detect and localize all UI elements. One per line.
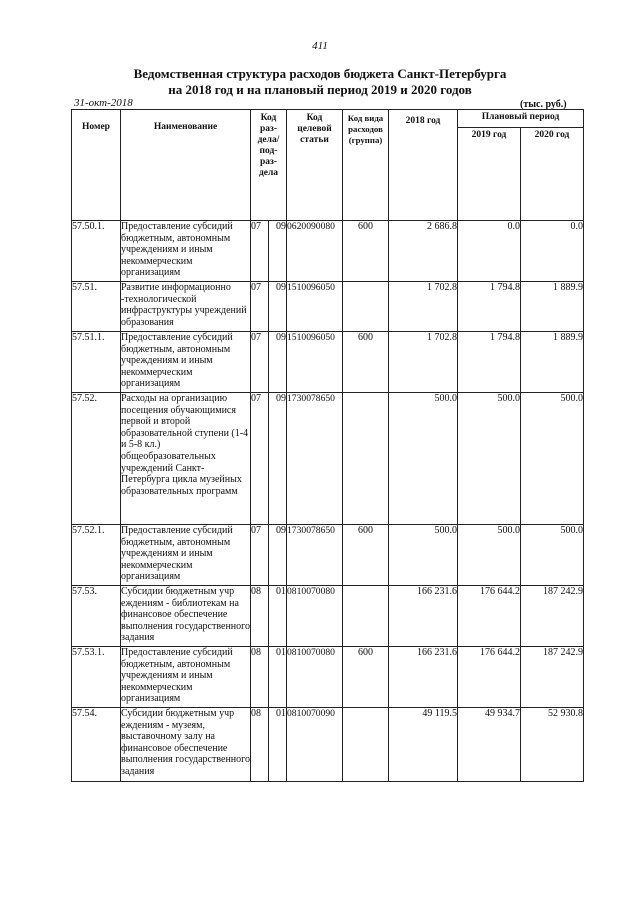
row-kind: [343, 586, 389, 647]
row-2018: 500.0: [389, 525, 458, 586]
row-2020: 52 930.8: [521, 708, 584, 782]
row-2018: 166 231.6: [389, 586, 458, 647]
row-subsection: 09: [269, 393, 287, 525]
row-kind: 600: [343, 332, 389, 393]
row-section: 07: [251, 525, 269, 586]
row-subsection: 01: [269, 586, 287, 647]
row-2020: 187 242.9: [521, 647, 584, 708]
row-2018: 166 231.6: [389, 647, 458, 708]
row-2020: 1 889.9: [521, 282, 584, 332]
table-row: [72, 525, 584, 586]
row-2019: 1 794.8: [458, 332, 521, 393]
row-2018: 1 702.8: [389, 332, 458, 393]
row-kind: [343, 708, 389, 782]
row-2019: 176 644.2: [458, 647, 521, 708]
units-label: (тыс. руб.): [520, 99, 567, 110]
header-planned-period: Плановый период: [458, 110, 584, 128]
row-2020: 0.0: [521, 221, 584, 282]
document-date: 31-окт-2018: [74, 97, 133, 109]
row-name: Предоставление субсидий бюджетным, автономным учреждениям и иным некоммерческим организациям: [121, 332, 251, 393]
table-row: [72, 647, 584, 708]
header-2018: 2018 год: [389, 110, 458, 221]
row-2019: 500.0: [458, 393, 521, 525]
row-section: 07: [251, 221, 269, 282]
row-section: 07: [251, 282, 269, 332]
row-target: 1730078650: [287, 525, 343, 586]
row-2019: 176 644.2: [458, 586, 521, 647]
row-number: 57.52.1.: [72, 525, 121, 586]
row-subsection: 01: [269, 647, 287, 708]
row-kind: 600: [343, 221, 389, 282]
row-subsection: 09: [269, 525, 287, 586]
row-target: 0810070080: [287, 586, 343, 647]
row-section: 08: [251, 708, 269, 782]
header-name: Наименование: [121, 110, 251, 221]
row-number: 57.54.: [72, 708, 121, 782]
row-name: Предоставление субсидий бюджетным, автономным учреждениям и иным некоммерческим организациям: [121, 525, 251, 586]
row-number: 57.53.1.: [72, 647, 121, 708]
header-row-1: [72, 110, 584, 128]
row-name: Предоставление субсидий бюджетным, автономным учреждениям и иным некоммерческим организациям: [121, 221, 251, 282]
row-subsection: 01: [269, 708, 287, 782]
row-2019: 500.0: [458, 525, 521, 586]
page-number: 411: [312, 40, 328, 52]
row-section: 08: [251, 586, 269, 647]
row-number: 57.52.: [72, 393, 121, 525]
title-line-2: на 2018 год и на плановый период 2019 и 2020 годов: [168, 82, 472, 97]
table-row: [72, 221, 584, 282]
table-row: [72, 282, 584, 332]
header-section-code: Код раз- дела/ под- раз- дела: [251, 110, 287, 221]
table-row: [72, 586, 584, 647]
row-number: 57.51.1.: [72, 332, 121, 393]
row-kind: 600: [343, 525, 389, 586]
row-name: Субсидии бюджетным учр еждениям - музеям, выставочному залу на финансовое обеспечение выполнения государственного задания: [121, 708, 251, 782]
row-2020: 500.0: [521, 525, 584, 586]
row-kind: [343, 393, 389, 525]
row-name: Развитие информационно -технологической инфраструктуры учреждений образования: [121, 282, 251, 332]
row-target: 0810070090: [287, 708, 343, 782]
row-target: 1510096050: [287, 332, 343, 393]
row-2019: 1 794.8: [458, 282, 521, 332]
row-number: 57.53.: [72, 586, 121, 647]
table-row: [72, 708, 584, 782]
row-target: 1510096050: [287, 282, 343, 332]
header-2019: 2019 год: [458, 128, 521, 221]
row-subsection: 09: [269, 221, 287, 282]
budget-table: [71, 109, 584, 782]
row-2020: 500.0: [521, 393, 584, 525]
header-2020: 2020 год: [521, 128, 584, 221]
row-section: 07: [251, 332, 269, 393]
row-name: Предоставление субсидий бюджетным, автономным учреждениям и иным некоммерческим организациям: [121, 647, 251, 708]
row-section: 08: [251, 647, 269, 708]
row-subsection: 09: [269, 282, 287, 332]
document-title: [0, 66, 640, 98]
row-number: 57.51.: [72, 282, 121, 332]
row-subsection: 09: [269, 332, 287, 393]
row-2019: 49 934.7: [458, 708, 521, 782]
row-2018: 49 119.5: [389, 708, 458, 782]
row-kind: [343, 282, 389, 332]
row-number: 57.50.1.: [72, 221, 121, 282]
row-2019: 0.0: [458, 221, 521, 282]
row-target: 0620090080: [287, 221, 343, 282]
row-name: Расходы на организацию посещения обучающимися первой и второй образовательной ступени (1-4 и 5-8 кл.) общеобразовательных учреждений Санкт-Петербурга цикла музейных образовательных программ: [121, 393, 251, 525]
row-2020: 187 242.9: [521, 586, 584, 647]
row-section: 07: [251, 393, 269, 525]
row-target: 0810070080: [287, 647, 343, 708]
table-row: [72, 332, 584, 393]
row-2020: 1 889.9: [521, 332, 584, 393]
row-kind: 600: [343, 647, 389, 708]
header-kind-code: Код вида расходов (группа): [343, 110, 389, 221]
header-target-code: Код целевой статьи: [287, 110, 343, 221]
row-2018: 2 686.8: [389, 221, 458, 282]
header-number: Номер: [72, 110, 121, 221]
table-row: [72, 393, 584, 525]
row-2018: 500.0: [389, 393, 458, 525]
title-line-1: Ведомственная структура расходов бюджета Санкт-Петербурга: [133, 66, 507, 81]
row-2018: 1 702.8: [389, 282, 458, 332]
row-name: Субсидии бюджетным учр еждениям - библиотекам на финансовое обеспечение выполнения государственного задания: [121, 586, 251, 647]
row-target: 1730078650: [287, 393, 343, 525]
